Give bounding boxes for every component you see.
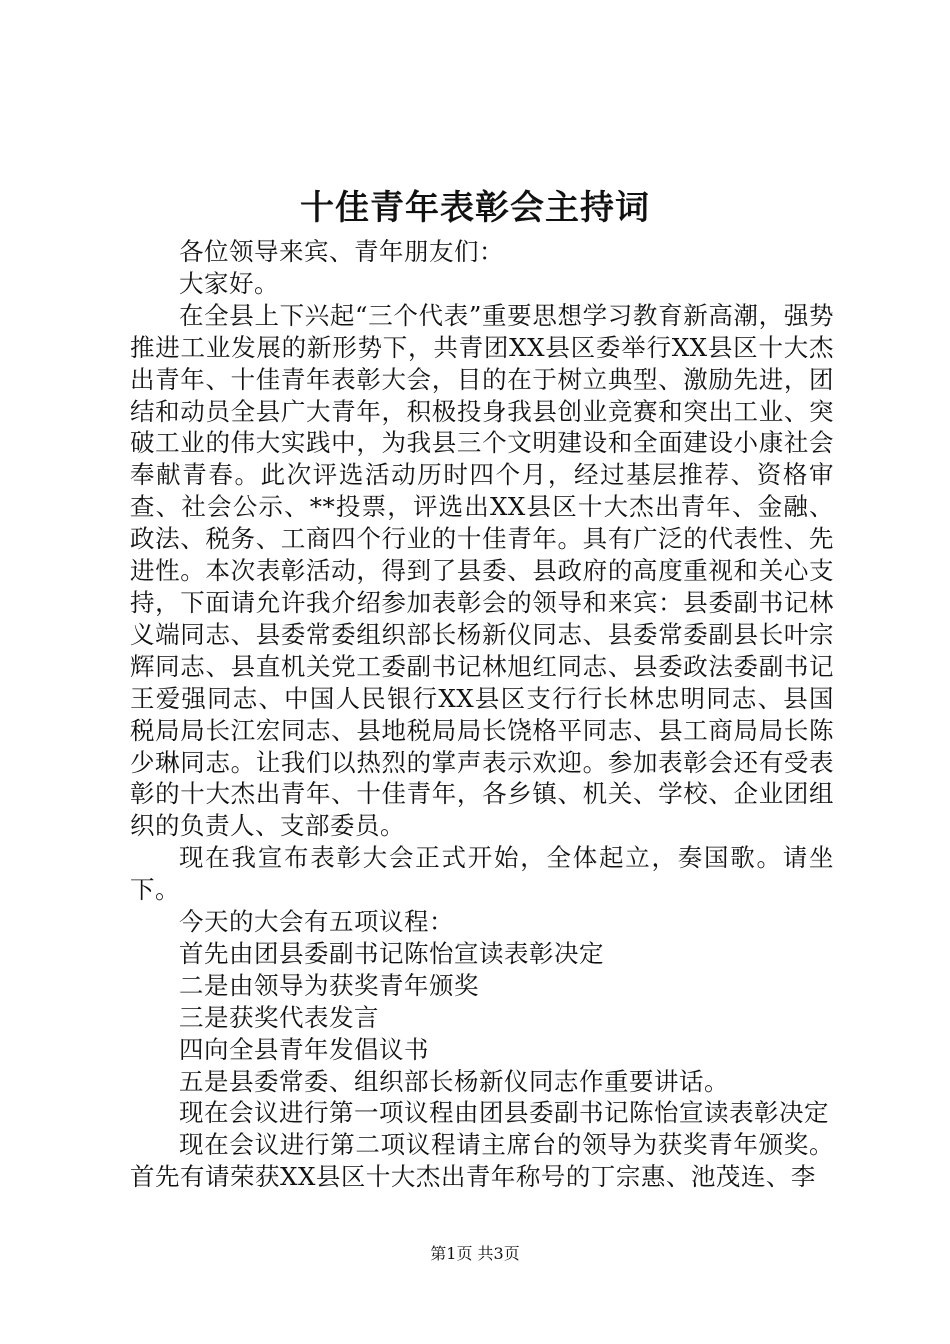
paragraph-greeting: 大家好。 — [179, 268, 279, 298]
paragraph-opening: 现在我宣布表彰大会正式开始，全体起立，奏国歌。请坐下。 — [130, 843, 834, 905]
document-title: 十佳青年表彰会主持词 — [300, 188, 650, 228]
agenda-item-3: 三是获奖代表发言 — [179, 1002, 379, 1032]
page-footer: 第1页 共3页 — [430, 1244, 520, 1263]
agenda-item-1: 首先由团县委副书记陈怡宣读表彰决定 — [179, 938, 604, 968]
paragraph-introduction: 在全县上下兴起“三个代表”重要思想学习教育新高潮，强势推进工业发展的新形势下，共青团XX县区委举行XX县区十大杰出青年、十佳青年表彰大会，目的在于树立典型、激励先进，团结和动员全县广大青年，积极投身我县创业竞赛和突出工业、突破工业的伟大实践中，为我县三个文明建设和全面建设小康社会奉献青春。此次评选活动历时四个月，经过基层推荐、资格审查、社会公示、**投票，评选出XX县区十大杰出青年、金融、政法、税务、工商四个行业的十佳青年。具有广泛的代表性、先进性。本次表彰活动，得到了县委、县政府的高度重视和关心支持，下面请允许我介绍参加表彰会的领导和来宾：县委副书记林义端同志、县委常委组织部长杨新仪同志、县委常委副县长叶宗辉同志、县直机关党工委副书记林旭红同志、县委政法委副书记王爱强同志、中国人民银行XX县区支行行长林忠明同志、县国税局局长江宏同志、县地税局局长饶格平同志、县工商局局长陈少琳同志。让我们以热烈的掌声表示欢迎。参加表彰会还有受表彰的十大杰出青年、十佳青年，各乡镇、机关、学校、企业团组织的负责人、支部委员。 — [130, 300, 834, 841]
paragraph-agenda-intro: 今天的大会有五项议程： — [179, 907, 454, 937]
agenda-item-2: 二是由领导为获奖青年颁奖 — [179, 970, 479, 1000]
paragraph-salutation: 各位领导来宾、青年朋友们： — [179, 237, 504, 266]
agenda-item-5: 五是县委常委、组织部长杨新仪同志作重要讲话。 — [179, 1066, 729, 1096]
document-body — [130, 236, 834, 1193]
paragraph-second-item: 现在会议进行第二项议程请主席台的领导为获奖青年颁奖。首先有请荣获XX县区十大杰出青年称号的丁宗惠、池茂连、李 — [130, 1130, 834, 1192]
agenda-item-4: 四向全县青年发倡议书 — [179, 1034, 429, 1064]
paragraph-first-item: 现在会议进行第一项议程由团县委副书记陈怡宣读表彰决定 — [179, 1098, 829, 1128]
